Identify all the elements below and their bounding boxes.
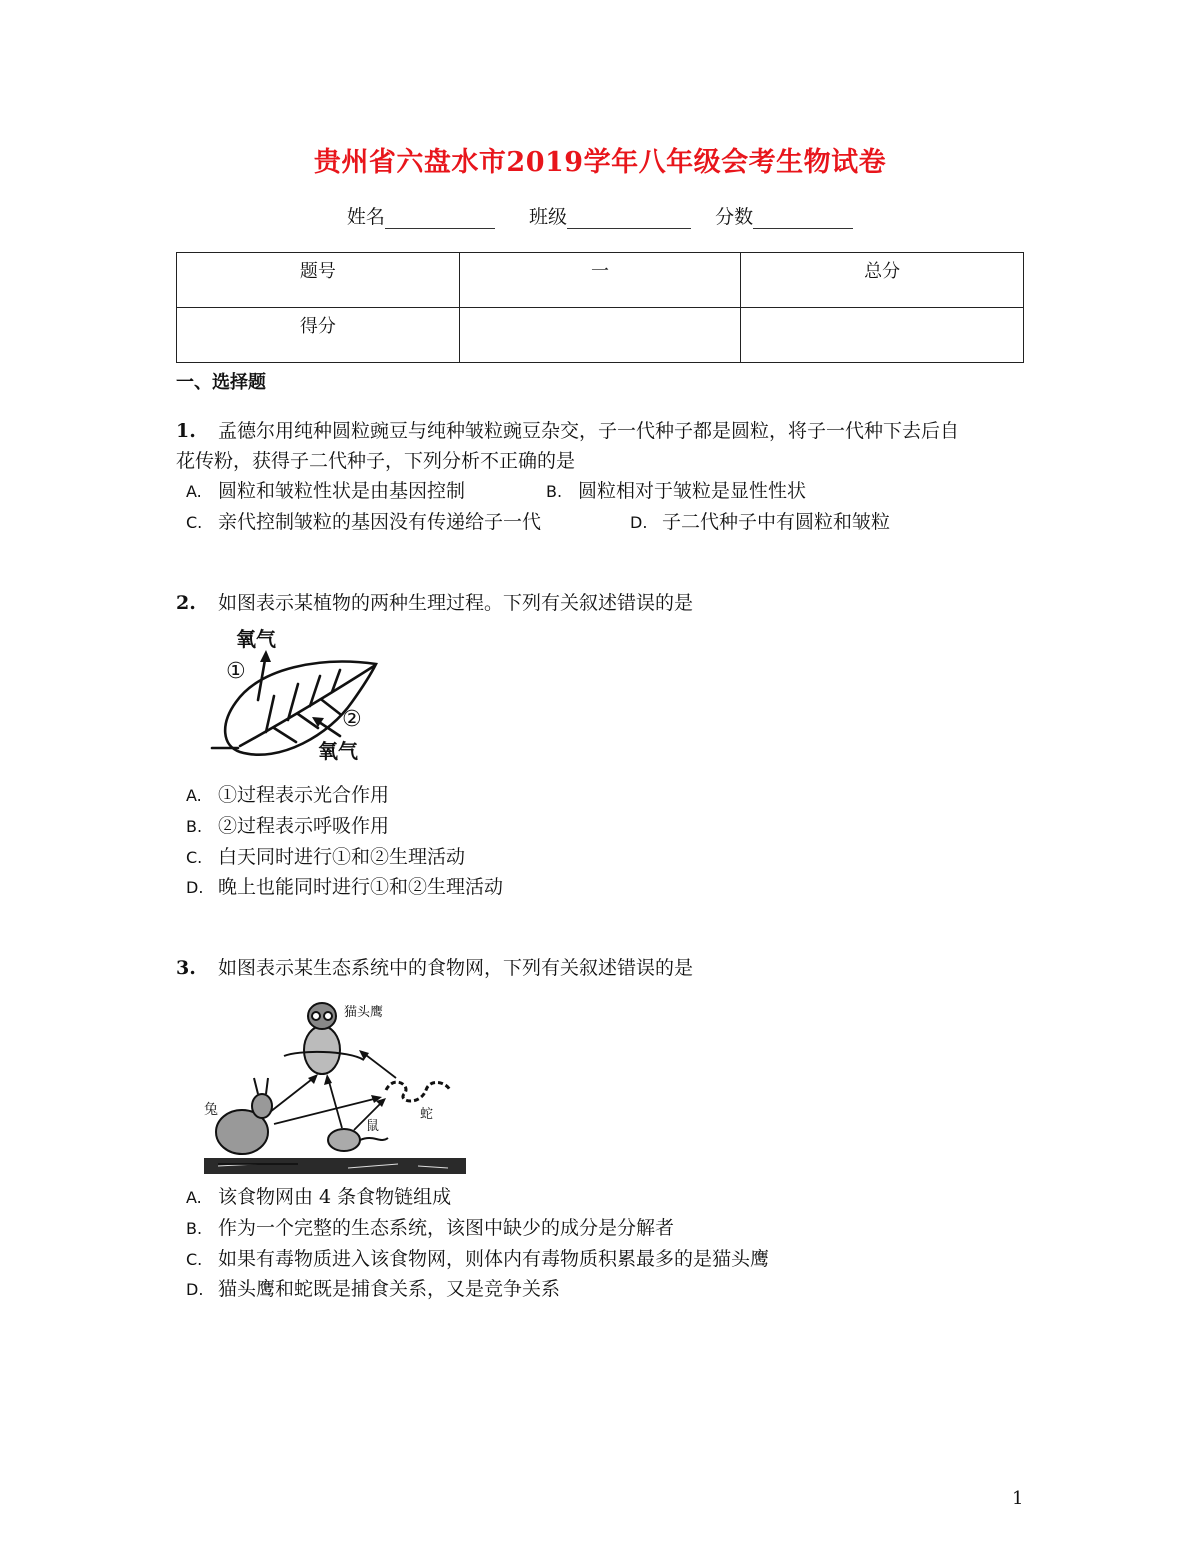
question-3-option-d[interactable] (176, 1274, 560, 1305)
option-text: 猫头鹰和蛇既是捕食关系，又是竞争关系 (218, 1278, 561, 1300)
snake-label: 蛇 (420, 1107, 434, 1122)
question-1-option-c[interactable] (176, 507, 541, 538)
class-blank[interactable] (567, 208, 691, 229)
question-number: 3. (176, 957, 196, 979)
question-2-option-c[interactable] (176, 842, 465, 873)
question-3-option-c[interactable] (176, 1244, 769, 1275)
option-letter: B. (186, 1219, 203, 1238)
class-label: 班级 (528, 206, 567, 228)
table-cell: 总分 (741, 253, 1024, 308)
option-text: 圆粒相对于皱粒是显性性状 (578, 480, 807, 502)
option-text: 亲代控制皱粒的基因没有传递给子一代 (218, 511, 542, 533)
question-text: 如图表示某植物的两种生理过程。下列有关叙述错误的是 (218, 592, 694, 614)
option-letter: B. (546, 482, 563, 501)
option-text: 子二代种子中有圆粒和皱粒 (662, 511, 891, 533)
option-text: 作为一个完整的生态系统，该图中缺少的成分是分解者 (218, 1217, 675, 1239)
option-letter: D. (630, 513, 648, 532)
page-title: 贵州省六盘水市2019学年八年级会考生物试卷 (313, 147, 887, 178)
table-cell[interactable] (741, 308, 1024, 363)
leaf-process-figure (200, 624, 420, 780)
question-2-option-a[interactable] (176, 780, 389, 811)
question-3 (176, 953, 693, 983)
oxygen-label-bottom: 氧气 (318, 739, 358, 763)
question-text: 孟德尔用纯种圆粒豌豆与纯种皱粒豌豆杂交，子一代种子都是圆粒，将子一代种下去后自 (218, 420, 960, 442)
option-text: ①过程表示光合作用 (218, 784, 390, 806)
question-1-option-b[interactable] (536, 476, 806, 507)
question-text: 花传粉，获得子二代种子，下列分析不正确的是 (176, 450, 576, 472)
question-number: 1. (176, 420, 196, 442)
owl-label: 猫头鹰 (344, 1005, 384, 1020)
option-text: ②过程表示呼吸作用 (218, 815, 390, 837)
page-number: 1 (1012, 1488, 1024, 1509)
question-3-option-b[interactable] (176, 1213, 674, 1244)
process-1-marker: ① (226, 659, 246, 684)
name-blank[interactable] (385, 208, 495, 229)
process-2-marker: ② (342, 707, 362, 732)
question-number: 2. (176, 592, 196, 614)
option-letter: D. (186, 1280, 204, 1299)
option-letter: A. (186, 786, 202, 805)
name-label: 姓名 (346, 206, 385, 228)
question-1 (176, 416, 1036, 476)
table-cell: 题号 (177, 253, 460, 308)
option-letter: C. (186, 513, 203, 532)
question-3-option-a[interactable] (176, 1182, 451, 1213)
option-text: 该食物网由 4 条食物链组成 (218, 1186, 452, 1208)
score-table-score-row (177, 308, 1024, 363)
score-table-header-row (177, 253, 1024, 308)
question-2 (176, 588, 693, 618)
table-cell: 一 (459, 253, 741, 308)
mouse-label: 鼠 (366, 1119, 380, 1134)
student-info-fields (0, 202, 1200, 229)
question-2-option-d[interactable] (176, 872, 503, 903)
table-cell[interactable] (459, 308, 741, 363)
table-cell: 得分 (177, 308, 460, 363)
score-blank[interactable] (753, 208, 853, 229)
option-letter: A. (186, 1188, 202, 1207)
food-web-figure (198, 994, 470, 1180)
oxygen-label-top: 氧气 (236, 627, 276, 651)
question-2-option-b[interactable] (176, 811, 389, 842)
section-title: 一、选择题 (176, 372, 266, 393)
option-letter: C. (186, 848, 203, 867)
rabbit-drawing (216, 1078, 272, 1154)
question-1-option-a[interactable] (176, 476, 465, 507)
option-text: 晚上也能同时进行①和②生理活动 (218, 876, 504, 898)
option-text: 如果有毒物质进入该食物网，则体内有毒物质积累最多的是猫头鹰 (218, 1248, 770, 1270)
score-table (176, 252, 1024, 363)
leaf-midrib (240, 666, 374, 746)
score-label: 分数 (715, 206, 754, 228)
question-1-option-d[interactable] (620, 507, 890, 538)
option-letter: A. (186, 482, 202, 501)
option-letter: B. (186, 817, 203, 836)
option-text: 白天同时进行①和②生理活动 (218, 846, 466, 868)
question-text: 如图表示某生态系统中的食物网，下列有关叙述错误的是 (218, 957, 694, 979)
rabbit-label: 兔 (204, 1102, 218, 1118)
option-letter: D. (186, 878, 204, 897)
snake-drawing (386, 1082, 450, 1101)
option-text: 圆粒和皱粒性状是由基因控制 (218, 480, 466, 502)
ground-strip (204, 1158, 466, 1174)
option-letter: C. (186, 1250, 203, 1269)
